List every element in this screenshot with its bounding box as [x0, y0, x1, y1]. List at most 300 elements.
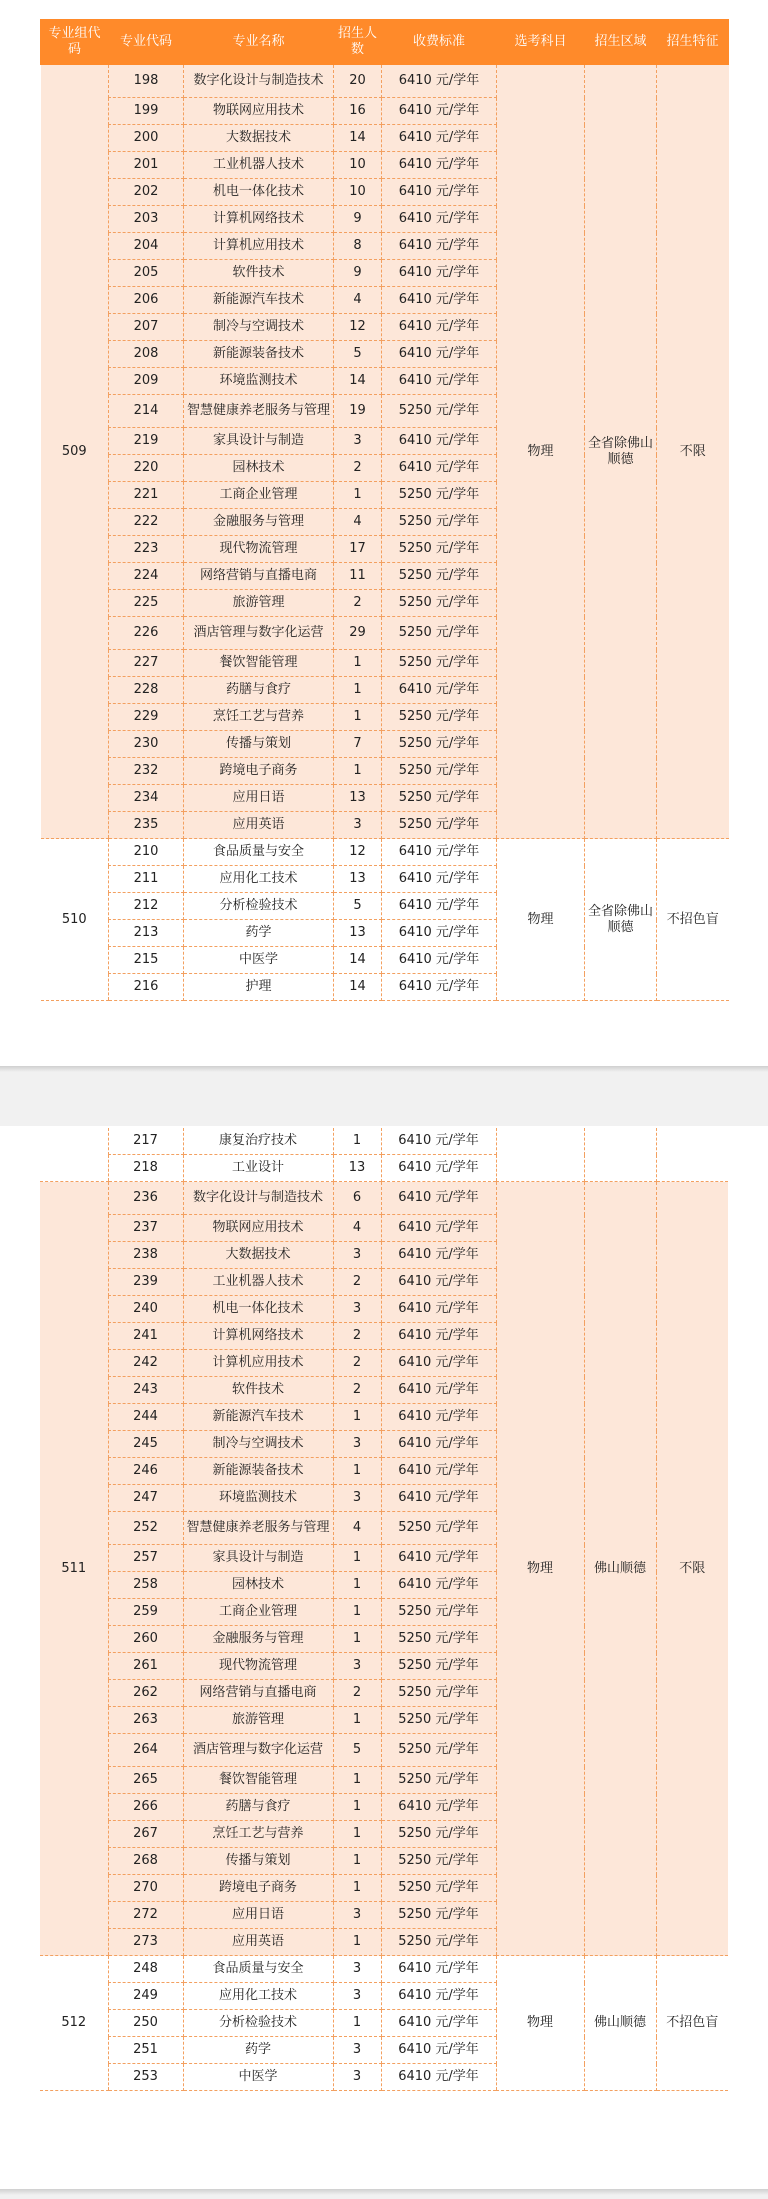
major-code-cell: 268 [108, 1848, 183, 1875]
tuition-cell: 6410 元/学年 [382, 428, 497, 455]
tuition-cell: 5250 元/学年 [382, 758, 497, 785]
major-name-cell: 金融服务与管理 [184, 509, 334, 536]
major-name-cell: 新能源装备技术 [183, 1458, 333, 1485]
major-code-cell: 214 [109, 395, 184, 428]
major-code-cell: 261 [108, 1653, 183, 1680]
enrollment-cell: 2 [333, 1323, 381, 1350]
major-name-cell: 家具设计与制造 [183, 1545, 333, 1572]
major-name-cell: 中医学 [183, 2064, 333, 2091]
major-name-cell: 跨境电子商务 [183, 1875, 333, 1902]
major-name-cell: 旅游管理 [184, 590, 334, 617]
major-name-cell: 环境监测技术 [184, 368, 334, 395]
major-name-cell: 现代物流管理 [184, 536, 334, 563]
major-code-cell: 217 [108, 1128, 183, 1155]
major-name-cell: 计算机应用技术 [184, 233, 334, 260]
major-name-cell: 食品质量与安全 [183, 1956, 333, 1983]
tuition-cell: 6410 元/学年 [382, 947, 497, 974]
major-name-cell: 旅游管理 [183, 1707, 333, 1734]
major-code-cell: 265 [108, 1767, 183, 1794]
major-name-cell: 制冷与空调技术 [184, 314, 334, 341]
enrollment-cell: 2 [334, 590, 382, 617]
major-code-cell: 234 [109, 785, 184, 812]
major-name-cell: 应用化工技术 [184, 866, 334, 893]
enrollment-cell: 3 [333, 1902, 381, 1929]
major-code-cell: 241 [108, 1323, 183, 1350]
major-code-cell: 207 [109, 314, 184, 341]
major-code-cell: 224 [109, 563, 184, 590]
major-code-cell: 205 [109, 260, 184, 287]
major-code-cell: 216 [109, 974, 184, 1001]
enrollment-cell: 1 [333, 1458, 381, 1485]
major-code-cell: 245 [108, 1431, 183, 1458]
major-name-cell: 餐饮智能管理 [184, 650, 334, 677]
major-code-cell: 226 [109, 617, 184, 650]
major-name-cell: 药膳与食疗 [183, 1794, 333, 1821]
enrollment-cell: 9 [334, 260, 382, 287]
header-tuition: 收费标准 [382, 20, 497, 65]
header-region: 招生区域 [585, 20, 657, 65]
enrollment-cell: 9 [334, 206, 382, 233]
table-row [41, 65, 729, 98]
enrollment-cell: 1 [333, 1767, 381, 1794]
major-name-cell: 跨境电子商务 [184, 758, 334, 785]
tuition-cell: 6410 元/学年 [381, 2064, 496, 2091]
tuition-cell: 5250 元/学年 [381, 1599, 496, 1626]
enrollment-cell: 10 [334, 152, 382, 179]
tuition-cell: 6410 元/学年 [382, 866, 497, 893]
tuition-cell: 5250 元/学年 [381, 1902, 496, 1929]
enrollment-cell: 3 [333, 2037, 381, 2064]
major-name-cell: 数字化设计与制造技术 [183, 1182, 333, 1215]
tuition-cell: 6410 元/学年 [382, 65, 497, 98]
tuition-cell: 5250 元/学年 [381, 1929, 496, 1956]
tuition-cell: 5250 元/学年 [382, 590, 497, 617]
tuition-cell: 5250 元/学年 [382, 650, 497, 677]
tuition-cell: 5250 元/学年 [382, 536, 497, 563]
major-name-cell: 餐饮智能管理 [183, 1767, 333, 1794]
major-code-cell: 202 [109, 179, 184, 206]
major-code-cell: 218 [108, 1155, 183, 1182]
major-name-cell: 机电一体化技术 [183, 1296, 333, 1323]
tuition-cell: 5250 元/学年 [382, 731, 497, 758]
major-code-cell: 228 [109, 677, 184, 704]
tuition-cell: 5250 元/学年 [382, 395, 497, 428]
enrollment-cell: 1 [334, 482, 382, 509]
enrollment-cell: 1 [333, 1707, 381, 1734]
enrollment-cell: 12 [334, 839, 382, 866]
header-major-code: 专业代码 [109, 20, 184, 65]
tuition-cell: 5250 元/学年 [382, 785, 497, 812]
major-code-cell: 253 [108, 2064, 183, 2091]
major-name-cell: 应用化工技术 [183, 1983, 333, 2010]
subject-cell: 物理 [496, 1182, 584, 1956]
major-name-cell: 现代物流管理 [183, 1653, 333, 1680]
tuition-cell: 6410 元/学年 [381, 1404, 496, 1431]
major-code-cell: 267 [108, 1821, 183, 1848]
enrollment-cell: 14 [334, 368, 382, 395]
major-name-cell: 新能源装备技术 [184, 341, 334, 368]
enrollment-cell: 3 [333, 2064, 381, 2091]
enrollment-cell: 3 [333, 1485, 381, 1512]
tuition-cell: 5250 元/学年 [381, 1821, 496, 1848]
enrollment-cell: 5 [334, 341, 382, 368]
major-code-cell: 257 [108, 1545, 183, 1572]
major-name-cell: 新能源汽车技术 [183, 1404, 333, 1431]
major-code-cell: 223 [109, 536, 184, 563]
tuition-cell: 6410 元/学年 [381, 1350, 496, 1377]
tuition-cell: 6410 元/学年 [381, 2037, 496, 2064]
tuition-cell: 6410 元/学年 [382, 839, 497, 866]
tuition-cell: 6410 元/学年 [382, 233, 497, 260]
subject-cell [496, 1128, 584, 1182]
tuition-cell: 6410 元/学年 [381, 1242, 496, 1269]
major-name-cell: 酒店管理与数字化运营 [184, 617, 334, 650]
major-code-cell: 270 [108, 1875, 183, 1902]
enrollment-cell: 1 [333, 1848, 381, 1875]
enrollment-cell: 3 [333, 1983, 381, 2010]
major-name-cell: 软件技术 [183, 1377, 333, 1404]
major-code-cell: 240 [108, 1296, 183, 1323]
enrollment-cell: 3 [333, 1296, 381, 1323]
enrollment-cell: 2 [333, 1377, 381, 1404]
region-cell: 全省除佛山顺德 [585, 839, 657, 1001]
major-name-cell: 分析检验技术 [183, 2010, 333, 2037]
group-code-cell: 509 [41, 65, 109, 839]
major-code-cell: 251 [108, 2037, 183, 2064]
tuition-cell: 5250 元/学年 [382, 812, 497, 839]
header-subject: 选考科目 [497, 20, 585, 65]
enrollment-cell: 1 [333, 1929, 381, 1956]
enrollment-cell: 1 [333, 1545, 381, 1572]
enrollment-cell: 8 [334, 233, 382, 260]
tuition-cell: 5250 元/学年 [381, 1626, 496, 1653]
enrollment-cell: 7 [334, 731, 382, 758]
major-name-cell: 计算机应用技术 [183, 1350, 333, 1377]
group-code-cell: 511 [40, 1182, 108, 1956]
major-name-cell: 数字化设计与制造技术 [184, 65, 334, 98]
tuition-cell: 6410 元/学年 [382, 455, 497, 482]
tuition-cell: 5250 元/学年 [381, 1734, 496, 1767]
enrollment-cell: 1 [334, 677, 382, 704]
enrollment-cell: 4 [334, 509, 382, 536]
tuition-cell: 6410 元/学年 [381, 1323, 496, 1350]
group-code-cell: 510 [41, 839, 109, 1001]
major-code-cell: 238 [108, 1242, 183, 1269]
tuition-cell: 5250 元/学年 [382, 482, 497, 509]
tuition-cell: 5250 元/学年 [381, 1653, 496, 1680]
enrollment-cell: 4 [333, 1512, 381, 1545]
feature-cell: 不招色盲 [657, 839, 729, 1001]
major-code-cell: 225 [109, 590, 184, 617]
enrollment-cell: 2 [333, 1680, 381, 1707]
enrollment-cell: 6 [333, 1182, 381, 1215]
enrollment-cell: 29 [334, 617, 382, 650]
region-cell: 佛山顺德 [584, 1182, 656, 1956]
major-code-cell: 247 [108, 1485, 183, 1512]
major-name-cell: 计算机网络技术 [184, 206, 334, 233]
tuition-cell: 6410 元/学年 [382, 206, 497, 233]
tuition-cell: 6410 元/学年 [381, 1182, 496, 1215]
major-name-cell: 智慧健康养老服务与管理 [184, 395, 334, 428]
major-code-cell: 220 [109, 455, 184, 482]
major-name-cell: 计算机网络技术 [183, 1323, 333, 1350]
major-code-cell: 250 [108, 2010, 183, 2037]
major-code-cell: 210 [109, 839, 184, 866]
major-code-cell: 203 [109, 206, 184, 233]
major-name-cell: 护理 [184, 974, 334, 1001]
major-code-cell: 272 [108, 1902, 183, 1929]
tuition-cell: 6410 元/学年 [381, 1377, 496, 1404]
major-code-cell: 258 [108, 1572, 183, 1599]
major-code-cell: 264 [108, 1734, 183, 1767]
major-name-cell: 环境监测技术 [183, 1485, 333, 1512]
enrollment-cell: 1 [333, 1875, 381, 1902]
major-name-cell: 中医学 [184, 947, 334, 974]
major-code-cell: 222 [109, 509, 184, 536]
enrollment-cell: 13 [333, 1155, 381, 1182]
major-code-cell: 229 [109, 704, 184, 731]
subject-cell: 物理 [497, 65, 585, 839]
major-name-cell: 应用日语 [183, 1902, 333, 1929]
feature-cell: 不限 [657, 65, 729, 839]
enrollment-cell: 1 [334, 704, 382, 731]
enrollment-cell: 14 [334, 947, 382, 974]
major-name-cell: 药学 [184, 920, 334, 947]
major-name-cell: 烹饪工艺与营养 [183, 1821, 333, 1848]
header-feature: 招生特征 [657, 20, 729, 65]
tuition-cell: 6410 元/学年 [381, 1983, 496, 2010]
enrollment-cell: 11 [334, 563, 382, 590]
enrollment-cell: 2 [333, 1350, 381, 1377]
major-code-cell: 249 [108, 1983, 183, 2010]
tuition-cell: 5250 元/学年 [381, 1875, 496, 1902]
subject-cell: 物理 [496, 1956, 584, 2091]
enrollment-cell: 13 [334, 785, 382, 812]
tuition-cell: 6410 元/学年 [382, 152, 497, 179]
tuition-cell: 6410 元/学年 [381, 1545, 496, 1572]
enrollment-cell: 14 [334, 974, 382, 1001]
major-code-cell: 244 [108, 1404, 183, 1431]
tuition-cell: 6410 元/学年 [382, 179, 497, 206]
enrollment-cell: 10 [334, 179, 382, 206]
enrollment-cell: 1 [333, 1572, 381, 1599]
tuition-cell: 6410 元/学年 [381, 1485, 496, 1512]
enrollment-cell: 3 [333, 1242, 381, 1269]
admission-table-page-2 [40, 1128, 728, 2091]
major-name-cell: 应用英语 [184, 812, 334, 839]
feature-cell [656, 1128, 728, 1182]
enrollment-cell: 1 [333, 1794, 381, 1821]
header-major-name: 专业名称 [184, 20, 334, 65]
enrollment-cell: 1 [334, 650, 382, 677]
region-cell [584, 1128, 656, 1182]
major-code-cell: 262 [108, 1680, 183, 1707]
major-code-cell: 211 [109, 866, 184, 893]
major-code-cell: 200 [109, 125, 184, 152]
enrollment-cell: 1 [333, 1821, 381, 1848]
major-name-cell: 新能源汽车技术 [184, 287, 334, 314]
enrollment-cell: 5 [333, 1734, 381, 1767]
major-name-cell: 大数据技术 [184, 125, 334, 152]
major-name-cell: 药膳与食疗 [184, 677, 334, 704]
major-code-cell: 230 [109, 731, 184, 758]
feature-cell: 不限 [656, 1182, 728, 1956]
enrollment-cell: 1 [333, 1404, 381, 1431]
tuition-cell: 6410 元/学年 [382, 125, 497, 152]
tuition-cell: 6410 元/学年 [381, 1956, 496, 1983]
enrollment-cell: 3 [334, 428, 382, 455]
major-name-cell: 食品质量与安全 [184, 839, 334, 866]
major-name-cell: 应用日语 [184, 785, 334, 812]
major-code-cell: 248 [108, 1956, 183, 1983]
major-name-cell: 康复治疗技术 [183, 1128, 333, 1155]
header-enrollment: 招生人数 [334, 20, 382, 65]
enrollment-cell: 14 [334, 125, 382, 152]
tuition-cell: 5250 元/学年 [381, 1767, 496, 1794]
tuition-cell: 6410 元/学年 [382, 341, 497, 368]
major-name-cell: 工商企业管理 [183, 1599, 333, 1626]
tuition-cell: 6410 元/学年 [382, 260, 497, 287]
tuition-cell: 6410 元/学年 [382, 98, 497, 125]
tuition-cell: 6410 元/学年 [382, 287, 497, 314]
enrollment-cell: 4 [333, 1215, 381, 1242]
major-code-cell: 246 [108, 1458, 183, 1485]
table-row [40, 1182, 728, 1215]
major-name-cell: 物联网应用技术 [184, 98, 334, 125]
major-code-cell: 236 [108, 1182, 183, 1215]
tuition-cell: 6410 元/学年 [381, 1269, 496, 1296]
major-name-cell: 软件技术 [184, 260, 334, 287]
table-row [40, 1956, 728, 1983]
enrollment-cell: 3 [334, 812, 382, 839]
tuition-cell: 6410 元/学年 [382, 920, 497, 947]
document-page-2 [0, 1126, 768, 2189]
header-group-code: 专业组代码 [41, 20, 109, 65]
major-code-cell: 259 [108, 1599, 183, 1626]
major-code-cell: 273 [108, 1929, 183, 1956]
major-name-cell: 分析检验技术 [184, 893, 334, 920]
tuition-cell: 6410 元/学年 [381, 2010, 496, 2037]
enrollment-cell: 17 [334, 536, 382, 563]
enrollment-cell: 1 [333, 2010, 381, 2037]
major-name-cell: 金融服务与管理 [183, 1626, 333, 1653]
tuition-cell: 6410 元/学年 [382, 893, 497, 920]
page-separator [0, 1066, 768, 1126]
major-code-cell: 212 [109, 893, 184, 920]
admission-table-page-1 [40, 19, 729, 1001]
page-separator [0, 2189, 768, 2199]
major-code-cell: 219 [109, 428, 184, 455]
major-name-cell: 工商企业管理 [184, 482, 334, 509]
tuition-cell: 6410 元/学年 [381, 1155, 496, 1182]
enrollment-cell: 20 [334, 65, 382, 98]
major-code-cell: 252 [108, 1512, 183, 1545]
enrollment-cell: 4 [334, 287, 382, 314]
major-name-cell: 网络营销与直播电商 [184, 563, 334, 590]
major-code-cell: 239 [108, 1269, 183, 1296]
enrollment-cell: 3 [333, 1653, 381, 1680]
major-code-cell: 213 [109, 920, 184, 947]
major-code-cell: 215 [109, 947, 184, 974]
major-name-cell: 物联网应用技术 [183, 1215, 333, 1242]
enrollment-cell: 12 [334, 314, 382, 341]
tuition-cell: 6410 元/学年 [382, 974, 497, 1001]
major-code-cell: 235 [109, 812, 184, 839]
major-name-cell: 工业机器人技术 [183, 1269, 333, 1296]
major-code-cell: 221 [109, 482, 184, 509]
tuition-cell: 6410 元/学年 [382, 314, 497, 341]
group-code-cell [40, 1128, 108, 1182]
table-row [40, 1128, 728, 1155]
tuition-cell: 5250 元/学年 [381, 1848, 496, 1875]
enrollment-cell: 1 [333, 1599, 381, 1626]
tuition-cell: 5250 元/学年 [381, 1707, 496, 1734]
major-name-cell: 大数据技术 [183, 1242, 333, 1269]
region-cell: 全省除佛山顺德 [585, 65, 657, 839]
enrollment-cell: 5 [334, 893, 382, 920]
major-name-cell: 传播与策划 [184, 731, 334, 758]
major-code-cell: 237 [108, 1215, 183, 1242]
enrollment-cell: 1 [333, 1128, 381, 1155]
enrollment-cell: 13 [334, 866, 382, 893]
major-name-cell: 工业机器人技术 [184, 152, 334, 179]
major-name-cell: 机电一体化技术 [184, 179, 334, 206]
document-page-1 [0, 0, 768, 1066]
enrollment-cell: 3 [333, 1431, 381, 1458]
major-name-cell: 烹饪工艺与营养 [184, 704, 334, 731]
tuition-cell: 6410 元/学年 [381, 1296, 496, 1323]
major-code-cell: 206 [109, 287, 184, 314]
tuition-cell: 6410 元/学年 [381, 1128, 496, 1155]
major-code-cell: 208 [109, 341, 184, 368]
enrollment-cell: 1 [334, 758, 382, 785]
tuition-cell: 5250 元/学年 [382, 617, 497, 650]
tuition-cell: 5250 元/学年 [382, 563, 497, 590]
enrollment-cell: 13 [334, 920, 382, 947]
tuition-cell: 6410 元/学年 [381, 1458, 496, 1485]
tuition-cell: 5250 元/学年 [382, 509, 497, 536]
feature-cell: 不招色盲 [656, 1956, 728, 2091]
major-code-cell: 263 [108, 1707, 183, 1734]
enrollment-cell: 2 [334, 455, 382, 482]
major-name-cell: 制冷与空调技术 [183, 1431, 333, 1458]
enrollment-cell: 3 [333, 1956, 381, 1983]
major-code-cell: 260 [108, 1626, 183, 1653]
major-code-cell: 243 [108, 1377, 183, 1404]
tuition-cell: 5250 元/学年 [381, 1680, 496, 1707]
subject-cell: 物理 [497, 839, 585, 1001]
major-name-cell: 传播与策划 [183, 1848, 333, 1875]
major-code-cell: 209 [109, 368, 184, 395]
enrollment-cell: 16 [334, 98, 382, 125]
major-name-cell: 家具设计与制造 [184, 428, 334, 455]
table-header-row [41, 20, 729, 65]
major-code-cell: 232 [109, 758, 184, 785]
tuition-cell: 6410 元/学年 [381, 1215, 496, 1242]
tuition-cell: 5250 元/学年 [382, 704, 497, 731]
major-name-cell: 智慧健康养老服务与管理 [183, 1512, 333, 1545]
major-code-cell: 227 [109, 650, 184, 677]
enrollment-cell: 19 [334, 395, 382, 428]
major-code-cell: 242 [108, 1350, 183, 1377]
tuition-cell: 6410 元/学年 [382, 677, 497, 704]
major-name-cell: 药学 [183, 2037, 333, 2064]
tuition-cell: 6410 元/学年 [381, 1572, 496, 1599]
major-name-cell: 园林技术 [183, 1572, 333, 1599]
major-name-cell: 网络营销与直播电商 [183, 1680, 333, 1707]
major-name-cell: 工业设计 [183, 1155, 333, 1182]
enrollment-cell: 1 [333, 1626, 381, 1653]
